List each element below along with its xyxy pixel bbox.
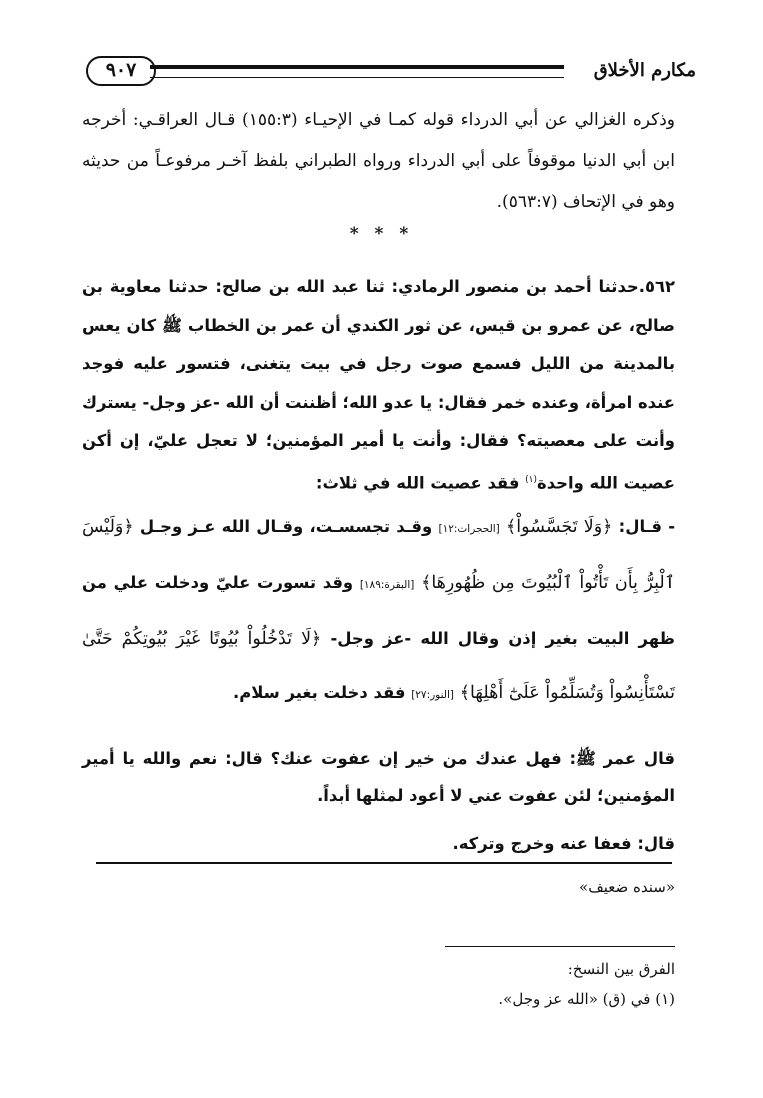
quran-verse-2: ﴿وَلَيْسَ ٱلْبِرُّ بِأَن تَأْتُواْ ٱلْبُيُوتَ مِن ظُهُورِهَا﴾ (82, 517, 675, 593)
footnote-divider (445, 946, 675, 947)
section-separator: * * * (349, 224, 414, 244)
page-header (86, 56, 696, 96)
commentary-lead: - قـال: (612, 517, 675, 536)
commentary-mid-2: وقد تسورت عليّ ودخلت علي من ظهر البيت بغير إذن وقال الله -عز وجل- (82, 573, 675, 648)
commentary-paragraph (82, 500, 675, 722)
hadith-number: ٥٦٢. (638, 277, 675, 296)
commentary-end: فقد دخلت بغير سلام. (233, 683, 412, 702)
umar-reply: قال عمر ﷺ: فهل عندك من خير إن عفوت عنك؟ قال: نعم والله يا أمير المؤمنين؛ لئن عفوت عني لا أعود لمثلها أبداً. (82, 749, 675, 805)
verse-ref-1: [الحجرات:١٢] (438, 523, 500, 535)
hadith-body: حدثنا أحمد بن منصور الرمادي: ثنا عبد الله بن صالح: حدثنا معاوية بن صالح، عن عمرو بن قيس، عن ثور الكندي أن عمر بن الخطاب ﷺ كان يعس بالمدينة من الليل فسمع صوت رجل في بيت يتغنى، فتسور عليه فوجد عنده امرأة، وعنده خمر فقال: يا عدو الله؛ أظننت أن الله -عز وجل- يسترك وأنت على معصيته؟ فقال: وأنت يا أمير المؤمنين؛ لا تعجل عليّ، إن أكن عصيت الله واحدة (82, 277, 675, 492)
footnote-marker: (١) (525, 474, 538, 485)
hadith-text (82, 268, 675, 502)
hadith-body-end: فقد عصيت الله في ثلاث: (315, 472, 526, 492)
main-divider (96, 862, 672, 864)
page-number: ٩٠٧ (86, 56, 156, 86)
grading: «سنده ضعيف» (579, 878, 675, 896)
verse-ref-2: [البقرة:١٨٩] (359, 579, 415, 591)
quran-verse-1: ﴿وَلَا تَجَسَّسُواْ﴾ (506, 517, 613, 537)
book-title: مكارم الأخلاق (593, 60, 696, 81)
footnote-item: (١) في (ق) «الله عز وجل». (498, 990, 675, 1008)
footnotes-title: الفرق بين النسخ: (567, 960, 675, 978)
commentary-mid-1: وقـد تجسسـت، وقـال الله عـز وجـل (133, 517, 439, 536)
header-rule (150, 65, 564, 78)
intro-paragraph: وذكره الغزالي عن أبي الدرداء قوله كمـا في الإحيـاء (١٥٥:٣) قـال العراقـي: أخرجه ابن أبي الدنيا موقوفاً على أبي الدرداء ورواه الطبراني بلفظ آخـر مرفوعـاً من حديثه وهو في الإتحاف (٥٦٣:٧). (82, 110, 675, 212)
verse-ref-3: [النور:٢٧] (411, 689, 454, 701)
final-line: قال: فعفا عنه وخرج وتركه. (452, 834, 675, 853)
quran-verse-3: ﴿لَا تَدْخُلُواْ بُيُوتًا غَيْرَ بُيُوتِكُمْ حَتَّىٰ تَسْتَأْنِسُواْ وَتُسَلِّمُواْ عَلَىٰٓ أَهْلِهَا﴾ (82, 629, 675, 703)
